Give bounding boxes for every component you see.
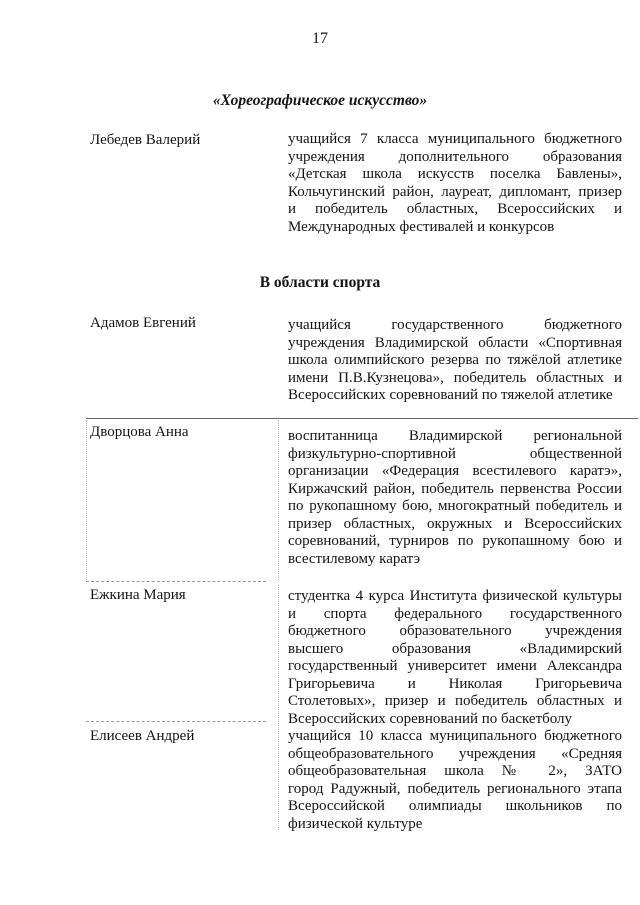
description-line: общеобразовательного учреждения «Средняя	[288, 745, 622, 762]
entry-name-dvortsova: Дворцова Анна	[90, 424, 189, 440]
section-heading-choreography: «Хореографическое искусство»	[212, 92, 428, 109]
entry-description-ezhkina	[288, 588, 622, 728]
description-line: государственный университет имени Александра	[288, 658, 622, 674]
description-line: учащийся 7 класса муниципального бюджетного	[288, 131, 622, 147]
description-line: физической культуре	[288, 815, 423, 832]
entry-description-lebedev	[288, 131, 622, 236]
entry-description-adamov	[288, 317, 622, 405]
description-line: всестилевому каратэ	[288, 550, 421, 567]
entry-description-dvortsova	[288, 428, 622, 568]
description-line: Киржачский район, победитель первенства России	[288, 480, 622, 497]
description-line: физкультурно-спортивной общественной	[288, 445, 622, 462]
description-line: имени П.В.Кузнецова», победитель областных и	[288, 369, 622, 386]
table-border-line	[86, 581, 266, 582]
entry-name-lebedev: Лебедев Валерий	[90, 132, 201, 148]
description-line: школа олимпийского резерва по тяжёлой атлетике	[288, 352, 622, 368]
description-line: учащийся 10 класса муниципального бюджетного	[288, 728, 622, 744]
description-line: Всероссийской олимпиады школьников по	[288, 798, 622, 814]
description-line: Столетовых», призер и победитель областных и	[288, 693, 622, 709]
section-heading-sport: В области спорта	[259, 274, 381, 291]
table-border-line	[86, 721, 266, 722]
description-line: учащийся государственного бюджетного	[288, 317, 622, 333]
table-border-line	[86, 420, 87, 580]
description-line: Григорьевича и Николая Григорьевича	[288, 675, 622, 692]
description-line: Кольчугинский район, лауреат, дипломант, призер	[288, 183, 622, 200]
table-border-line	[278, 585, 279, 830]
description-line: Всероссийских соревнований по тяжелой атлетике	[288, 387, 613, 403]
description-line: и победитель областных, Всероссийских и	[288, 201, 622, 217]
table-border-line	[278, 420, 279, 580]
description-line: «Детская школа искусств поселка Бавлены»,	[288, 166, 622, 182]
description-line: учреждения Владимирской области «Спортивная	[288, 334, 622, 351]
description-line: высшего образования «Владимирский	[288, 640, 622, 657]
description-line: город Радужный, победитель регионального этапа	[288, 780, 622, 797]
entry-description-eliseev	[288, 728, 622, 833]
description-line: общеобразовательная школа № 2», ЗАТО	[288, 763, 622, 779]
description-line: соревнований, турниров по рукопашному бою и	[288, 533, 622, 549]
description-line: и спорта федерального государственного	[288, 605, 622, 622]
description-line: студентка 4 курса Института физической культуры	[288, 588, 622, 604]
description-line: бюджетного образовательного учреждения	[288, 623, 622, 639]
description-line: учреждения дополнительного образования	[288, 148, 622, 165]
description-line: организации «Федерация всестилевого каратэ»,	[288, 463, 622, 479]
description-line: по рукопашному бою, многократный победитель и	[288, 498, 622, 514]
description-line: призер областных, окружных и Всероссийских	[288, 515, 622, 532]
description-line: Всероссийских соревнований по баскетболу	[288, 710, 573, 727]
entry-name-adamov: Адамов Евгений	[90, 315, 196, 331]
description-line: воспитанница Владимирской региональной	[288, 428, 622, 444]
entry-name-ezhkina: Ежкина Мария	[90, 587, 186, 603]
page-number: 17	[312, 30, 328, 47]
description-line: Международных фестивалей и конкурсов	[288, 218, 555, 235]
table-border-line	[86, 418, 638, 419]
entry-name-eliseev: Елисеев Андрей	[90, 728, 195, 744]
